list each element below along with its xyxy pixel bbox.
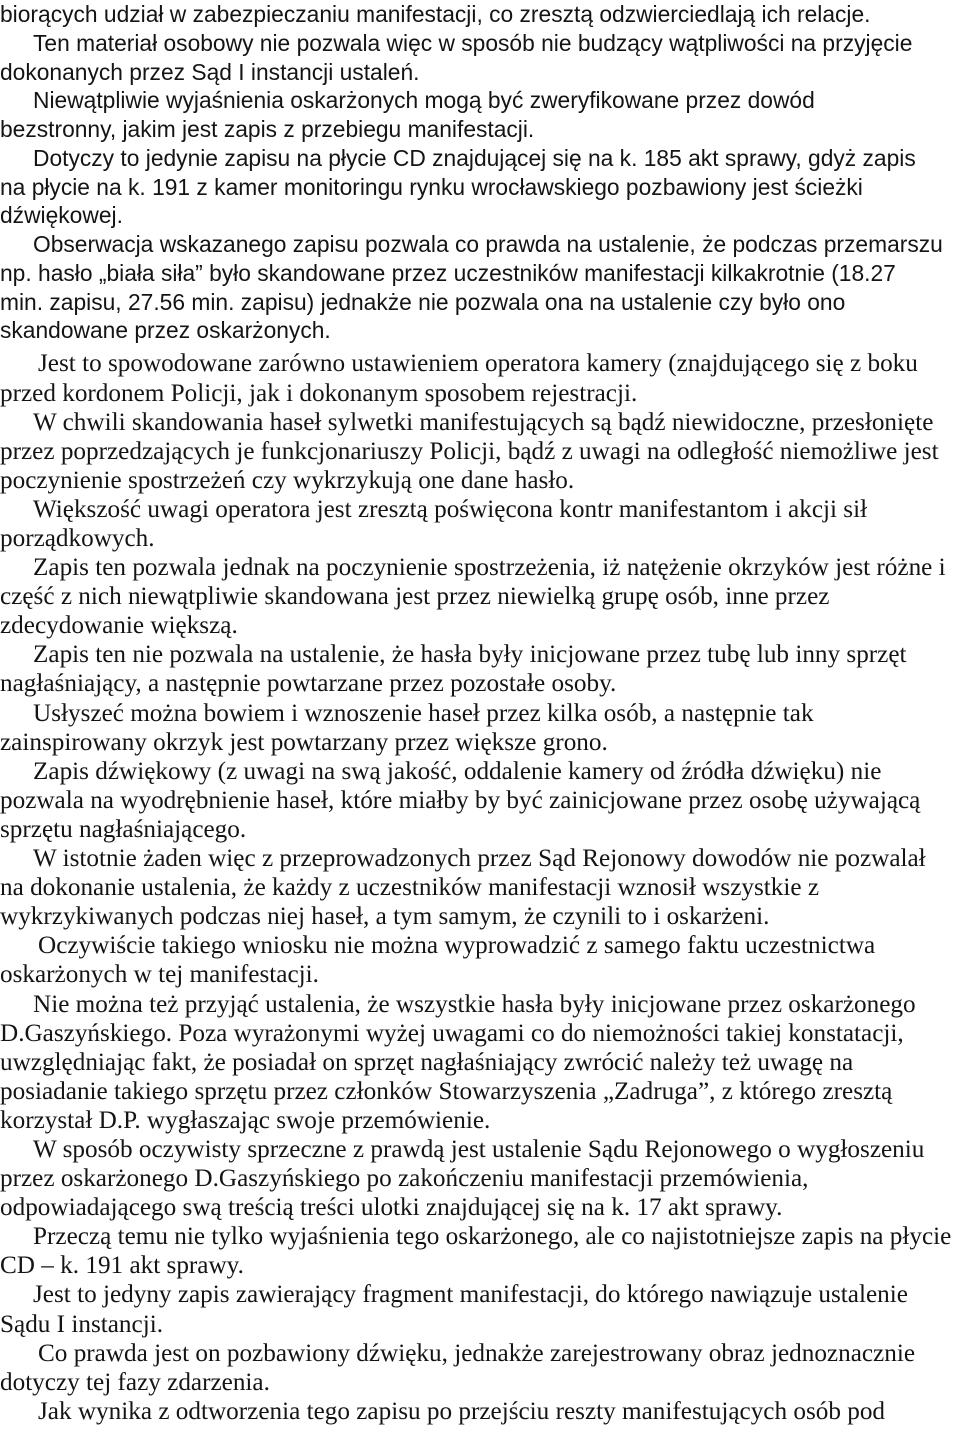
text-line: na płycie na k. 191 z kamer monitoringu rynku wrocławskiego pozbawiony jest ścieżki (0, 173, 863, 200)
paragraph (0, 1135, 960, 1222)
text-line: Jest to jedyny zapis zawierający fragment manifestacji, do którego nawiązuje ustalenie (33, 1281, 908, 1309)
text-line: CD – k. 191 akt sprawy. (0, 1252, 244, 1280)
text-line: D.Gaszyńskiego. Poza wyrażonymi wyżej uwagami co do niemożności takiej konstatacji, (0, 1019, 904, 1047)
text-line: Jest to spowodowane zarówno ustawieniem operatora kamery (znajdującego się z boku (38, 350, 918, 378)
text-line: część z nich niewątpliwie skandowana jest przez niewielką grupę osób, inne przez (0, 583, 830, 611)
text-line: korzystał D.P. wygłaszając swoje przemówienie. (0, 1106, 491, 1134)
text-line: biorących udział w zabezpieczaniu manifestacji, co zresztą odzwierciedlają ich relacje. (0, 1, 871, 27)
paragraph (0, 495, 960, 553)
text-line: przez poprzedzających je funkcjonariuszy Policji, bądź z uwagi na odległość niemożliwe jest (0, 437, 939, 465)
text-line: Nie można też przyjąć ustalenia, że wszystkie hasła były inicjowane przez oskarżonego (33, 990, 916, 1018)
text-line: Sądu I instancji. (0, 1310, 163, 1338)
text-line: Ten materiał osobowy nie pozwala więc w sposób nie budzący wątpliwości na przyjęcie (33, 29, 913, 56)
text-line: na dokonanie ustalenia, że każdy z uczestników manifestacji wznosił wszystkie z (0, 874, 820, 902)
text-line: nagłaśniający, a następnie powtarzane przez pozostałe osoby. (0, 670, 617, 698)
paragraph (0, 1339, 960, 1397)
text-line: dźwiękowej. (0, 202, 123, 229)
text-line: przed kordonem Policji, jak i dokonanym sposobem rejestracji. (0, 379, 638, 407)
text-line: Niewątpliwie wyjaśnienia oskarżonych mogą być zweryfikowane przez dowód (33, 87, 815, 114)
text-block (0, 0, 960, 345)
text-line: Zapis ten nie pozwala na ustalenie, że hasła były inicjowane przez tubę lub inny sprzęt (33, 641, 907, 669)
paragraph (0, 1397, 960, 1426)
text-line: posiadanie takiego sprzętu przez członków Stowarzyszenia „Zadruga”, z którego zresztą (0, 1077, 893, 1105)
text-line: odpowiadającego swą treścią treści ulotki znajdującej się na k. 17 akt sprawy. (0, 1194, 783, 1222)
text-line: Przeczą temu nie tylko wyjaśnienia tego oskarżonego, ale co najistotniejsze zapis na płycie (33, 1223, 952, 1251)
paragraph (0, 699, 960, 757)
paragraph (0, 844, 960, 931)
text-line: zainspirowany okrzyk jest powtarzany przez większe grono. (0, 728, 608, 756)
paragraph (0, 990, 960, 1135)
text-line: wykrzykiwanych podczas niej haseł, a tym samym, że czynili to i oskarżeni. (0, 903, 770, 931)
paragraph (0, 408, 960, 495)
text-line: Obserwacja wskazanego zapisu pozwala co prawda na ustalenie, że podczas przemarszu (33, 231, 943, 257)
text-line: min. zapisu, 27.56 min. zapisu) jednakże nie pozwala ona na ustalenie czy było ono (0, 288, 846, 315)
paragraph (0, 553, 960, 640)
text-line: Usłyszeć można bowiem i wznoszenie haseł przez kilka osób, a następnie tak (33, 699, 814, 727)
text-line: przez oskarżonego D.Gaszyńskiego po zakończeniu manifestacji przemówienia, (0, 1165, 809, 1193)
text-line: skandowane przez oskarżonych. (0, 317, 331, 344)
text-line: poczynienie spostrzeżeń czy wykrzykują one dane hasło. (0, 466, 575, 494)
text-line: dotyczy tej fazy zdarzenia. (0, 1368, 270, 1396)
paragraph (0, 757, 960, 844)
text-line: bezstronny, jakim jest zapis z przebiegu manifestacji. (0, 116, 535, 142)
text-line: W istotnie żaden więc z przeprowadzonych przez Sąd Rejonowy dowodów nie pozwalał (33, 845, 926, 873)
text-line: pozwala na wyodrębnienie haseł, które miałby by być zainicjowane przez osobę używającą (0, 786, 921, 814)
text-line: sprzętu nagłaśniającego. (0, 815, 247, 843)
text-line: Zapis dźwiękowy (z uwagi na swą jakość, oddalenie kamery od źródła dźwięku) nie (33, 757, 882, 785)
text-line: W sposób oczywisty sprzeczne z prawdą jest ustalenie Sądu Rejonowego o wygłoszeniu (33, 1135, 925, 1163)
text-line: np. hasło „biała siła” było skandowane przez uczestników manifestacji kilkakrotnie (18.27 (0, 259, 896, 286)
text-line: W chwili skandowania haseł sylwetki manifestujących są bądź niewidoczne, przesłonięte (33, 408, 934, 436)
text-line: Oczywiście takiego wniosku nie można wyprowadzić z samego faktu uczestnictwa (38, 932, 876, 960)
text-line: Zapis ten pozwala jednak na poczynienie spostrzeżenia, iż natężenie okrzyków jest różne i (33, 554, 946, 582)
paragraph (0, 640, 960, 698)
text-line: Większość uwagi operatora jest zresztą poświęcona kontr manifestantom i akcji sił (33, 495, 868, 523)
text-block (0, 349, 960, 1425)
text-line: uwzględniając fakt, że posiadał on sprzęt nagłaśniający zwrócić należy też uwagę na (0, 1048, 854, 1076)
text-line: oskarżonych w tej manifestacji. (0, 961, 319, 989)
paragraph (0, 1222, 960, 1280)
paragraph (0, 230, 960, 345)
text-line: zdecydowanie większą. (0, 612, 238, 640)
paragraph (0, 86, 960, 144)
paragraph (0, 144, 960, 230)
text-line: dokonanych przez Sąd I instancji ustaleń. (0, 58, 420, 85)
paragraph (0, 349, 960, 407)
text-line: Dotyczy to jedynie zapisu na płycie CD znajdującej się na k. 185 akt sprawy, gdyż zapis (33, 144, 916, 171)
paragraph (0, 0, 960, 29)
paragraph (0, 29, 960, 87)
paragraph (0, 931, 960, 989)
text-line: Co prawda jest on pozbawiony dźwięku, jednakże zarejestrowany obraz jednoznacznie (38, 1339, 915, 1367)
paragraph (0, 1280, 960, 1338)
text-line: porządkowych. (0, 525, 155, 552)
text-line: Jak wynika z odtworzenia tego zapisu po przejściu reszty manifestujących osób pod (38, 1397, 886, 1425)
